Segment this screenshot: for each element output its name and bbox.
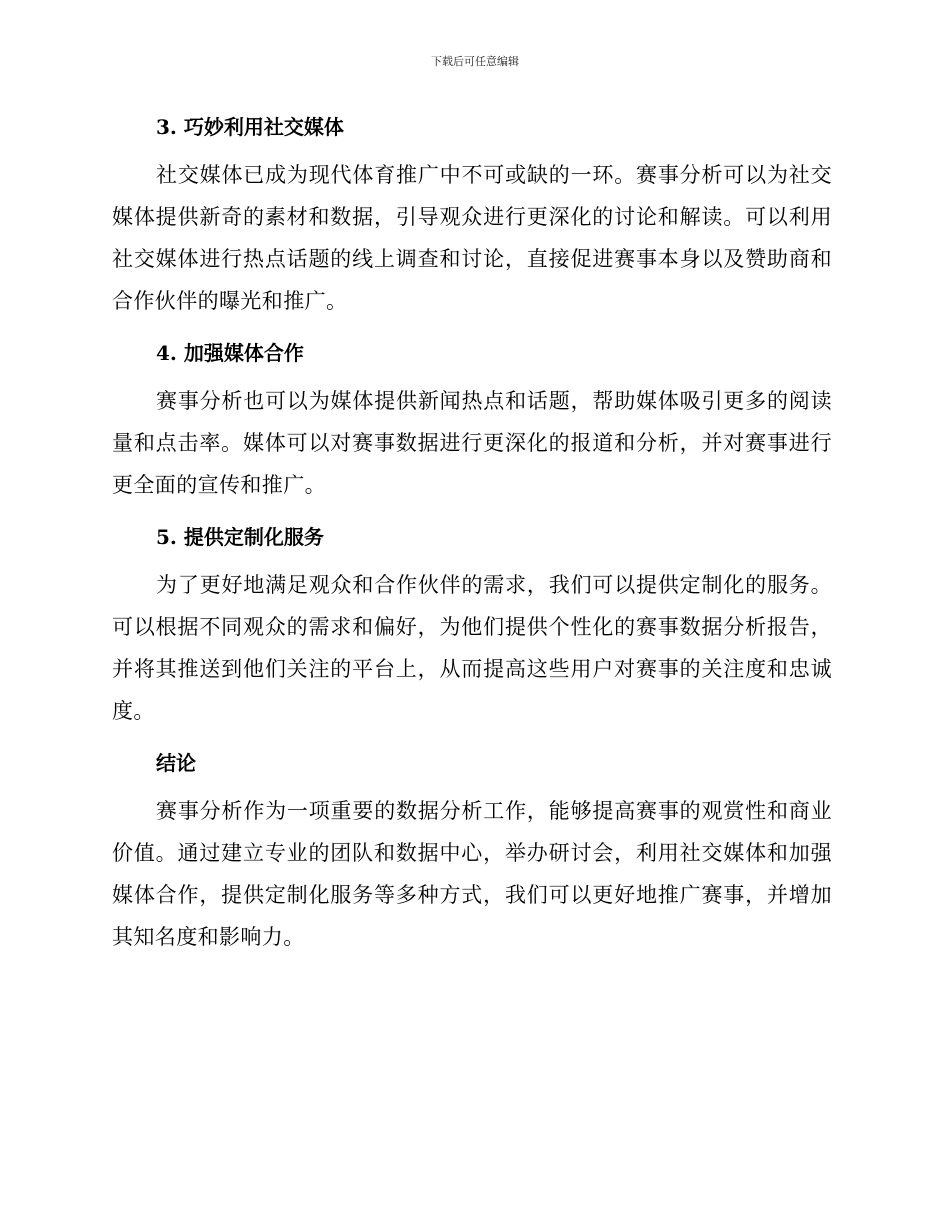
page-header-note: 下载后可任意编辑 (431, 55, 519, 68)
section-heading: 结论 (156, 751, 196, 775)
section-customized-service (112, 522, 832, 732)
section-paragraph: 赛事分析作为一项重要的数据分析工作，能够提高赛事的观赏性和商业价值。通过建立专业的团队和数据中心，举办研讨会，利用社交媒体和加强媒体合作，提供定制化服务等多种方式，我们可以更好地推广赛事，并增加其知名度和影响力。 (112, 799, 832, 949)
section-heading: 3. 巧妙利用社交媒体 (156, 115, 344, 139)
section-paragraph: 为了更好地满足观众和合作伙伴的需求，我们可以提供定制化的服务。可以根据不同观众的需求和偏好，为他们提供个性化的赛事数据分析报告，并将其推送到他们关注的平台上，从而提高这些用户对赛事的关注度和忠诚度。 (112, 573, 832, 723)
section-conclusion (112, 748, 832, 958)
document-content (112, 112, 832, 974)
section-paragraph: 社交媒体已成为现代体育推广中不可或缺的一环。赛事分析可以为社交媒体提供新奇的素材和数据，引导观众进行更深化的讨论和解读。可以利用社交媒体进行热点话题的线上调查和讨论，直接促进赛事本身以及赞助商和合作伙伴的曝光和推广。 (112, 163, 832, 313)
section-social-media (112, 112, 832, 322)
section-heading: 4. 加强媒体合作 (156, 341, 304, 365)
section-heading: 5. 提供定制化服务 (156, 525, 324, 549)
section-media-cooperation (112, 338, 832, 506)
section-paragraph: 赛事分析也可以为媒体提供新闻热点和话题，帮助媒体吸引更多的阅读量和点击率。媒体可以对赛事数据进行更深化的报道和分析，并对赛事进行更全面的宣传和推广。 (112, 389, 832, 497)
